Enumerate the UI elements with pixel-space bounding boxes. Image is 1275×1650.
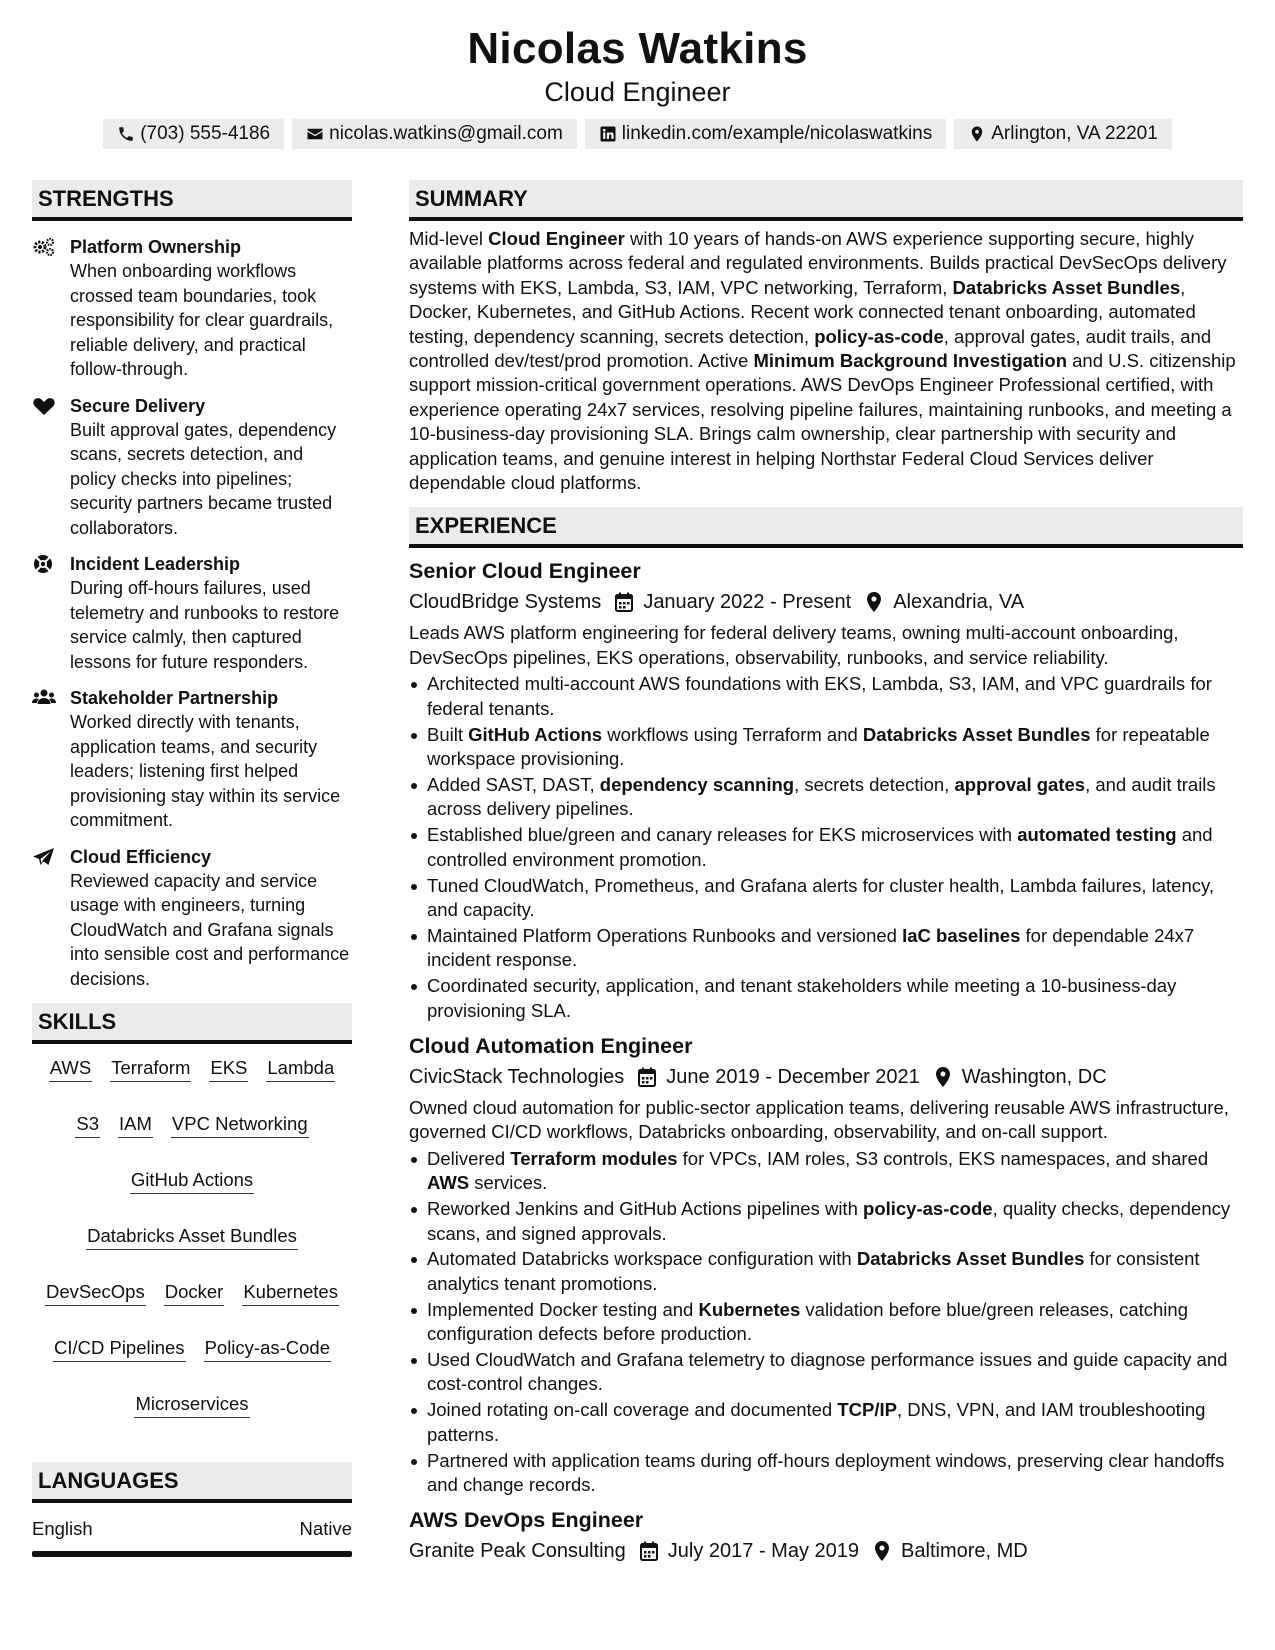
- strength-title: Platform Ownership: [70, 237, 242, 257]
- bold-text: Kubernetes: [698, 1298, 801, 1320]
- contact-bar: [0, 119, 1275, 149]
- skill-tag: Databricks Asset Bundles: [86, 1224, 298, 1250]
- left-column: [32, 180, 352, 1557]
- skill-tag: IAM: [118, 1112, 153, 1138]
- job-bullet: [409, 1147, 1243, 1196]
- skills-list: [32, 1056, 352, 1418]
- job-company: Granite Peak Consulting: [409, 1540, 626, 1563]
- strength-desc: When onboarding workflows crossed team boundaries, took responsibility for clear guardrails, reliable delivery, and practical follow-through.: [70, 261, 334, 379]
- strength-item: [32, 845, 352, 992]
- text-run: for consistent analytics tenant promotions.: [427, 1248, 1200, 1294]
- job-description: Leads AWS platform engineering for federal delivery teams, owning multi-account onboarding, DevSecOps pipelines, EKS operations, observability, runbooks, and service reliability.: [409, 622, 1179, 668]
- contact-linkedin[interactable]: [585, 119, 946, 149]
- job-title: Senior Cloud Engineer: [409, 559, 641, 584]
- phone-icon: [117, 125, 135, 143]
- experience-heading: EXPERIENCE: [409, 507, 1243, 548]
- strength-item: [32, 686, 352, 833]
- text-run: Established blue/green and canary releases for EKS microservices with: [427, 824, 1018, 846]
- text-run: validation before blue/green releases, catching configuration defects before production.: [427, 1298, 1188, 1345]
- job-meta: [409, 587, 1243, 617]
- text-run: Reworked Jenkins and GitHub Actions pipelines with: [427, 1198, 864, 1220]
- text-run: with 10 years of hands-on AWS experience supporting secure, highly available platforms across federal and regulated environments. Builds practical DevSecOps delivery systems with EKS, Lambda, S3, IAM, VPC networking, Terraform,: [409, 228, 1227, 298]
- skill-tag: Docker: [164, 1280, 225, 1306]
- skill-tag: Lambda: [266, 1056, 335, 1082]
- bold-text: AWS: [427, 1172, 470, 1194]
- bold-text: policy-as-code: [814, 325, 944, 347]
- text-run: , Docker, Kubernetes, and GitHub Actions. Recent work connected tenant onboarding, automated testing, dependency scanning, secrets detection,: [409, 276, 1196, 347]
- skill-tag: AWS: [49, 1056, 92, 1082]
- right-column: [409, 180, 1243, 1566]
- language-row: [32, 1517, 352, 1541]
- text-run: services.: [469, 1172, 548, 1194]
- contact-email[interactable]: [292, 119, 577, 149]
- text-run: and controlled environment promotion.: [427, 824, 1213, 870]
- candidate-role: Cloud Engineer: [544, 77, 731, 107]
- text-run: Coordinated security, application, and tenant stakeholders while meeting a 10-business-day provisioning SLA.: [427, 975, 1177, 1021]
- strengths-heading: STRENGTHS: [32, 180, 352, 221]
- skill-tag: Microservices: [134, 1392, 249, 1418]
- linkedin-icon: [599, 125, 617, 143]
- job-bullet: [409, 1298, 1243, 1347]
- bold-text: automated testing: [1017, 824, 1177, 846]
- job-dates: June 2019 - December 2021: [666, 1065, 920, 1088]
- gears-icon: [32, 237, 56, 257]
- bold-text: Databricks Asset Bundles: [952, 276, 1181, 298]
- resume-header: [0, 22, 1275, 149]
- contact-phone[interactable]: [103, 119, 284, 149]
- contact-linkedin-text: linkedin.com/example/nicolaswatkins: [621, 123, 933, 144]
- text-run: Delivered: [427, 1147, 511, 1169]
- map-pin-icon: [873, 1541, 891, 1561]
- map-pin-icon: [934, 1067, 952, 1087]
- strength-title: Cloud Efficiency: [70, 846, 212, 867]
- bold-text: Databricks Asset Bundles: [862, 723, 1091, 745]
- summary-heading: SUMMARY: [409, 180, 1243, 221]
- skill-tag: Policy-as-Code: [204, 1336, 331, 1362]
- job-meta: [409, 1062, 1243, 1092]
- job-bullet: [409, 773, 1243, 822]
- bold-text: dependency scanning: [599, 773, 795, 795]
- contact-location: [954, 119, 1172, 149]
- skill-tag: S3: [75, 1112, 100, 1138]
- bold-text: Terraform modules: [510, 1147, 678, 1169]
- summary-text: [409, 227, 1243, 495]
- job-entry: [409, 1505, 1243, 1566]
- job-entry: [409, 556, 1243, 1023]
- candidate-name: Nicolas Watkins: [467, 24, 808, 73]
- text-run: Joined rotating on-call coverage and documented: [427, 1399, 838, 1421]
- text-run: Automated Databricks workspace configuration with: [427, 1248, 857, 1270]
- bold-text: policy-as-code: [863, 1198, 993, 1220]
- text-run: Used CloudWatch and Grafana telemetry to diagnose performance issues and guide capacity and cost-control changes.: [427, 1349, 1228, 1395]
- text-run: for VPCs, IAM roles, S3 controls, EKS namespaces, and shared: [677, 1147, 1209, 1169]
- strength-desc: Worked directly with tenants, application teams, and security leaders; listening first helped provisioning stay within its service commitment.: [70, 712, 341, 830]
- text-run: , secrets detection,: [794, 773, 955, 795]
- job-bullet: [409, 1398, 1243, 1447]
- languages-section: [32, 1462, 352, 1557]
- skill-tag: Terraform: [110, 1056, 191, 1082]
- map-pin-icon: [865, 592, 883, 612]
- text-run: Maintained Platform Operations Runbooks and versioned: [427, 924, 903, 946]
- job-location: Washington, DC: [961, 1065, 1107, 1088]
- text-run: workflows using Terraform and: [602, 723, 863, 745]
- skill-tag: VPC Networking: [171, 1112, 309, 1138]
- job-dates: January 2022 - Present: [643, 591, 852, 614]
- contact-location-text: Arlington, VA 22201: [991, 123, 1158, 144]
- skill-tag: EKS: [209, 1056, 248, 1082]
- text-run: Architected multi-account AWS foundations with EKS, Lambda, S3, IAM, and VPC guardrails for federal tenants.: [427, 673, 1212, 719]
- text-run: for repeatable workspace provisioning.: [427, 723, 1210, 769]
- language-name: English: [32, 1518, 93, 1539]
- job-company: CivicStack Technologies: [409, 1065, 625, 1088]
- strengths-list: [32, 235, 352, 991]
- text-run: Built: [427, 723, 469, 745]
- job-bullet: [409, 1197, 1243, 1246]
- strength-desc: Reviewed capacity and service usage with engineers, turning CloudWatch and Grafana signals into sensible cost and performance decisions.: [70, 870, 350, 989]
- text-run: for dependable 24x7 incident response.: [427, 924, 1195, 971]
- text-run: , and audit trails across delivery pipelines.: [427, 773, 1216, 820]
- calendar-icon: [640, 1541, 658, 1561]
- strength-title: Incident Leadership: [70, 554, 241, 574]
- skill-tag: DevSecOps: [45, 1280, 146, 1306]
- job-bullet: [409, 1348, 1243, 1397]
- job-bullet: [409, 974, 1243, 1023]
- strength-item: [32, 235, 352, 382]
- job-bullet: [409, 672, 1243, 721]
- map-pin-icon: [968, 125, 986, 143]
- job-description: Owned cloud automation for public-sector application teams, delivering reusable AWS infrastructure, governed CI/CD workflows, Databricks onboarding, observability, and on-call support.: [409, 1096, 1229, 1143]
- text-run: Mid-level: [409, 228, 489, 249]
- bold-text: approval gates: [954, 773, 1086, 795]
- text-run: Added SAST, DAST,: [427, 773, 600, 795]
- strength-desc: During off-hours failures, used telemetry and runbooks to restore service calmly, then captured lessons for future responders.: [70, 578, 340, 672]
- strength-title: Stakeholder Partnership: [70, 688, 279, 708]
- skill-tag: GitHub Actions: [130, 1168, 254, 1194]
- text-run: and U.S. citizenship support mission-critical government operations. AWS DevOps Engineer Professional certified, with experience operating 24x7 services, resolving pipeline failures, maintaining runbooks, and meeting a 10-business-day provisioning SLA. Brings calm ownership, clear partnership with security and application teams, and genuine interest in helping Northstar Federal Cloud Services deliver dependable cloud platforms.: [409, 350, 1236, 494]
- job-dates: July 2017 - May 2019: [667, 1540, 860, 1563]
- job-location: Alexandria, VA: [893, 591, 1025, 614]
- strength-item: [32, 394, 352, 541]
- job-bullets: [409, 1147, 1243, 1498]
- users-icon: [32, 688, 56, 708]
- languages-heading: LANGUAGES: [32, 1462, 352, 1503]
- language-level: Native: [299, 1518, 352, 1539]
- job-bullet: [409, 924, 1243, 973]
- skills-section: [32, 1003, 352, 1418]
- bold-text: Databricks Asset Bundles: [856, 1248, 1085, 1270]
- job-bullet: [409, 1247, 1243, 1296]
- job-bullets: [409, 672, 1243, 1023]
- text-run: Implemented Docker testing and: [427, 1298, 699, 1320]
- strength-title: Secure Delivery: [70, 395, 206, 416]
- job-entry: [409, 1031, 1243, 1498]
- text-run: , quality checks, dependency scans, and signed approvals.: [427, 1198, 1231, 1244]
- job-location: Baltimore, MD: [901, 1540, 1028, 1563]
- text-run: , DNS, VPN, and IAM troubleshooting patterns.: [427, 1399, 1206, 1445]
- language-proficiency-bar: [32, 1551, 352, 1557]
- paper-plane-icon: [32, 847, 56, 867]
- skills-heading: SKILLS: [32, 1003, 352, 1044]
- contact-phone-text: (703) 555-4186: [140, 123, 271, 144]
- contact-email-text: nicolas.watkins@gmail.com: [329, 123, 563, 144]
- heart-icon: [32, 396, 56, 416]
- bold-text: Minimum Background Investigation: [753, 350, 1067, 372]
- skill-tag: CI/CD Pipelines: [53, 1336, 186, 1362]
- job-company: CloudBridge Systems: [409, 591, 602, 614]
- experience-section: [409, 507, 1243, 1566]
- bold-text: Cloud Engineer: [488, 228, 625, 249]
- job-bullet: [409, 874, 1243, 923]
- bold-text: TCP/IP: [837, 1399, 897, 1421]
- job-meta: [409, 1536, 1243, 1566]
- job-bullet: [409, 723, 1243, 772]
- bold-text: IaC baselines: [902, 924, 1021, 946]
- job-bullet: [409, 823, 1243, 872]
- strength-desc: Built approval gates, dependency scans, secrets detection, and policy checks into pipelines; security partners became trusted collaborators.: [70, 419, 337, 538]
- bold-text: GitHub Actions: [468, 723, 603, 745]
- skill-tag: Kubernetes: [242, 1280, 339, 1306]
- text-run: Tuned CloudWatch, Prometheus, and Grafana alerts for cluster health, Lambda failures, latency, and capacity.: [427, 874, 1214, 920]
- life-ring-icon: [32, 554, 56, 574]
- job-title: Cloud Automation Engineer: [409, 1033, 693, 1058]
- job-title: AWS DevOps Engineer: [409, 1508, 644, 1533]
- calendar-icon: [615, 592, 633, 612]
- text-run: , approval gates, audit trails, and controlled dev/test/prod promotion. Active: [409, 325, 1212, 372]
- strength-item: [32, 552, 352, 674]
- calendar-icon: [638, 1067, 656, 1087]
- text-run: Partnered with application teams during off-hours deployment windows, preserving clear handoffs and change records.: [427, 1449, 1225, 1496]
- job-list: [409, 556, 1243, 1566]
- envelope-icon: [306, 125, 324, 143]
- job-bullet: [409, 1449, 1243, 1498]
